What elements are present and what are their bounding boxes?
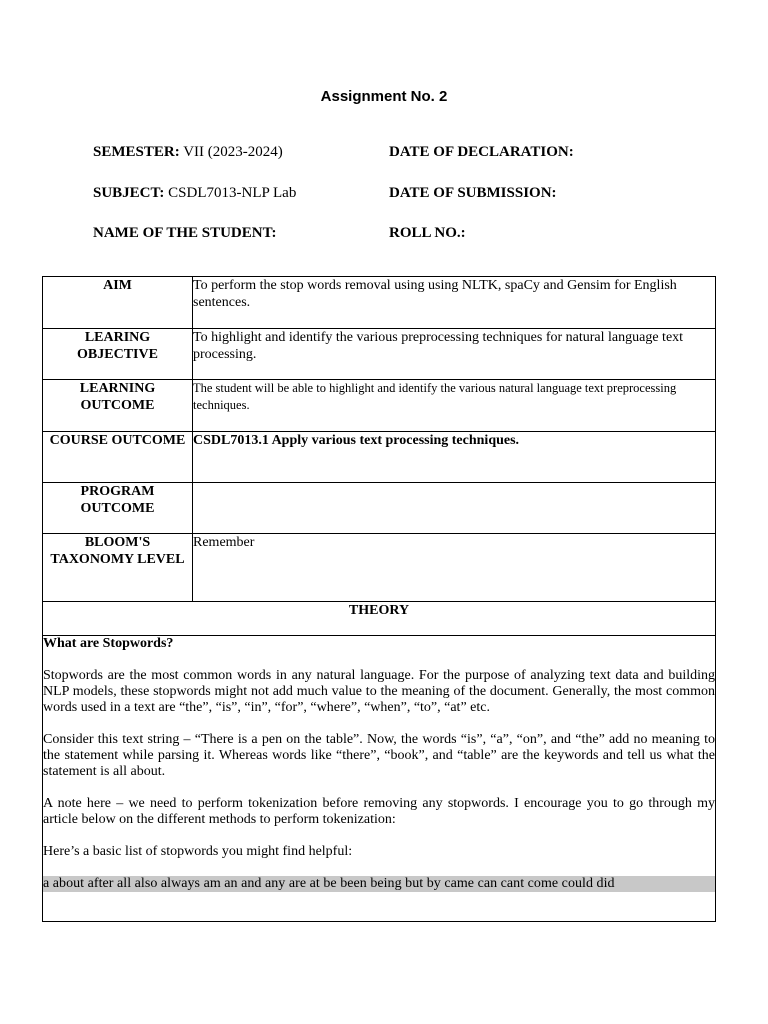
row-header-blooms: BLOOM'S TAXONOMY LEVEL [43, 534, 193, 602]
row-value-program-outcome [193, 483, 716, 534]
row-value-course-outcome: CSDL7013.1 Apply various text processing techniques. [193, 432, 716, 483]
table-row-blooms [43, 534, 716, 602]
table-row-theory-body [43, 636, 716, 922]
table-row-learning-outcome [43, 380, 716, 432]
subject-value: CSDL7013-NLP Lab [168, 185, 297, 201]
theory-question: What are Stopwords? [43, 636, 174, 651]
row-header-aim: AIM [43, 277, 193, 329]
roll-no-label: ROLL NO.: [389, 225, 466, 241]
theory-paragraph-2: Consider this text string – “There is a pen on the table”. Now, the words “is”, “a”, “on”, and “the” add no meaning to the statement while parsing it. Whereas words like “there”, “book”, and “table” are the keywords and tell us what the statement is all about. [43, 732, 715, 779]
table-row-aim [43, 277, 716, 329]
theory-paragraph-4: Here’s a basic list of stopwords you might find helpful: [43, 844, 353, 859]
meta-row-subject [0, 185, 768, 205]
semester-label: SEMESTER: [93, 144, 180, 160]
meta-row-semester [0, 144, 768, 164]
row-header-program-outcome: PROGRAM OUTCOME [43, 483, 193, 534]
row-header-course-outcome: COURSE OUTCOME [43, 432, 193, 483]
theory-body [43, 636, 716, 922]
submission-label: DATE OF SUBMISSION: [389, 185, 557, 201]
theory-paragraph-3: A note here – we need to perform tokenization before removing any stopwords. I encourage you to go through my article below on the different methods to perform tokenization: [43, 796, 715, 827]
row-value-objective: To highlight and identify the various preprocessing techniques for natural language text processing. [193, 329, 716, 380]
stopword-list: a about after all also always am an and any are at be been being but by came can cant come could did [43, 876, 715, 892]
row-value-learning-outcome: The student will be able to highlight and identify the various natural language text preprocessing techniques. [193, 380, 716, 432]
theory-heading: THEORY [43, 602, 716, 636]
subject-label: SUBJECT: [93, 185, 165, 201]
table-row-program-outcome [43, 483, 716, 534]
assignment-table [42, 276, 716, 922]
table-row-course-outcome [43, 432, 716, 483]
declaration-label: DATE OF DECLARATION: [389, 144, 574, 160]
row-value-aim: To perform the stop words removal using using NLTK, spaCy and Gensim for English sentences. [193, 277, 716, 329]
student-name-label: NAME OF THE STUDENT: [93, 225, 277, 241]
row-header-objective: LEARING OBJECTIVE [43, 329, 193, 380]
semester-field [93, 144, 283, 161]
subject-field [93, 185, 296, 202]
document-title: Assignment No. 2 [320, 88, 448, 105]
row-header-learning-outcome: LEARNING OUTCOME [43, 380, 193, 432]
semester-value: VII (2023-2024) [183, 144, 283, 160]
row-value-blooms: Remember [193, 534, 716, 602]
theory-paragraph-1: Stopwords are the most common words in any natural language. For the purpose of analyzing text data and building NLP models, these stopwords might not add much value to the meaning of the document. Generally, the most common words used in a text are “the”, “is”, “in”, “for”, “where”, “when”, “to”, “at” etc. [43, 668, 715, 715]
table-row-objective [43, 329, 716, 380]
meta-row-student [0, 225, 768, 245]
table-row-theory-heading [43, 602, 716, 636]
